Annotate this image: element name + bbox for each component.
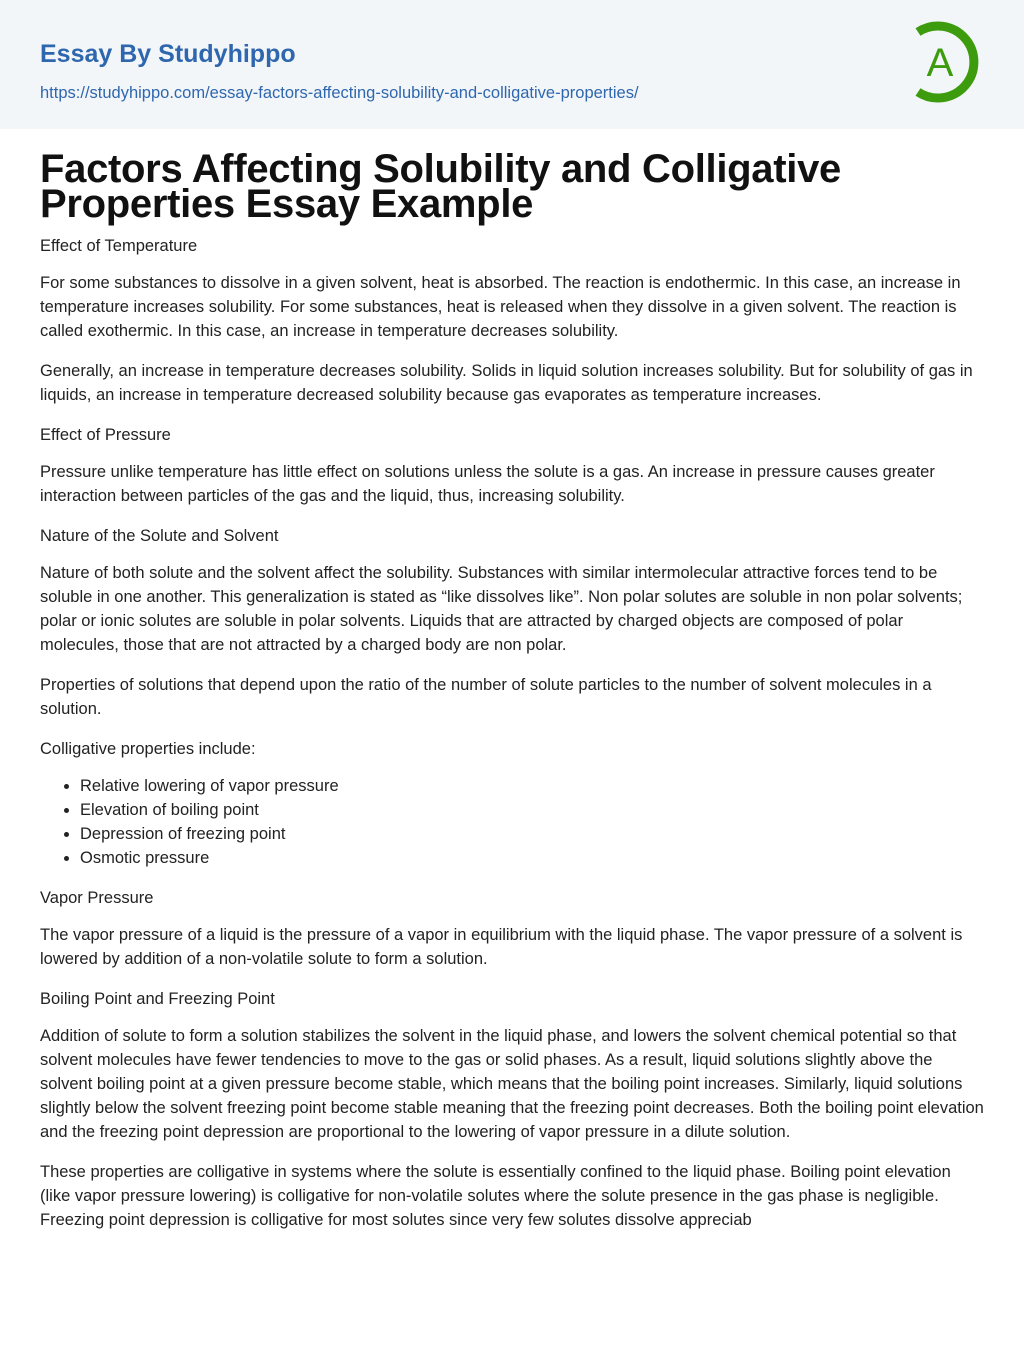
section-heading: Colligative properties include: [40,740,256,758]
paragraph: Addition of solute to form a solution stabilizes the solvent in the liquid phase, and lowers the solvent chemical potential so that solvent molecules have fewer tendencies to move to the gas or solid phases. As a result, liquid solutions slightly above the solvent boiling point at a given pressure become stable, which means that the boiling point increases. Similarly, liquid solutions slightly below the solvent freezing point become stable meaning that the freezing point decreases. Both the boiling point elevation and the freezing point depression are proportional to the lowering of vapor pressure in a dilute solution. [40,1027,984,1141]
page-title: Factors Affecting Solubility and Colligative Properties Essay Example [40,147,841,226]
list-item: • Elevation of boiling point [80,798,984,822]
paragraph: Nature of both solute and the solvent affect the solubility. Substances with similar intermolecular attractive forces tend to be soluble in one another. This generalization is stated as “like dissolves like”. Non polar solutes are soluble in non polar solvents; polar or ionic solutes are soluble in polar solvents. Liquids that are attracted by charged objects are composed of polar molecules, those that are not attracted by a charged body are non polar. [40,564,963,654]
site-header [0,0,1024,129]
colligative-properties-list [40,774,984,870]
list-item: • Relative lowering of vapor pressure [80,774,984,798]
paragraph: For some substances to dissolve in a given solvent, heat is absorbed. The reaction is endothermic. In this case, an increase in temperature increases solubility. For some substances, heat is released when they dissolve in a given solvent. The reaction is called exothermic. In this case, an increase in temperature decreases solubility. [40,274,961,340]
paragraph: Properties of solutions that depend upon the ratio of the number of solute particles to the number of solvent molecules in a solution. [40,676,932,718]
brand-name: Essay By Studyhippo [40,40,296,68]
list-item: • Depression of freezing point [80,822,984,846]
section-heading: Boiling Point and Freezing Point [40,990,275,1008]
section-heading: Effect of Temperature [40,237,198,255]
logo-letter: A [926,41,954,85]
section-heading: Effect of Pressure [40,426,171,444]
essay-body [40,234,984,1232]
section-heading: Nature of the Solute and Solvent [40,527,279,545]
list-item: • Osmotic pressure [80,846,984,870]
paragraph: The vapor pressure of a liquid is the pressure of a vapor in equilibrium with the liquid phase. The vapor pressure of a solvent is lowered by addition of a non-volatile solute to form a solution. [40,926,963,968]
paragraph: These properties are colligative in systems where the solute is essentially confined to the liquid phase. Boiling point elevation (like vapor pressure lowering) is colligative for non-volatile solutes where the solute presence in the gas phase is negligible. Freezing point depression is colligative for most solutes since very few solutes dissolve appreciab [40,1163,951,1229]
essay-url-link[interactable]: https://studyhippo.com/essay-factors-affecting-solubility-and-colligative-properties/ [40,84,639,102]
section-heading: Vapor Pressure [40,889,154,907]
paragraph: Generally, an increase in temperature decreases solubility. Solids in liquid solution increases solubility. But for solubility of gas in liquids, an increase in temperature decreased solubility because gas evaporates as temperature increases. [40,362,973,404]
paragraph: Pressure unlike temperature has little effect on solutions unless the solute is a gas. An increase in pressure causes greater interaction between particles of the gas and the liquid, thus, increasing solubility. [40,463,935,505]
studyhippo-logo-icon [910,18,988,106]
